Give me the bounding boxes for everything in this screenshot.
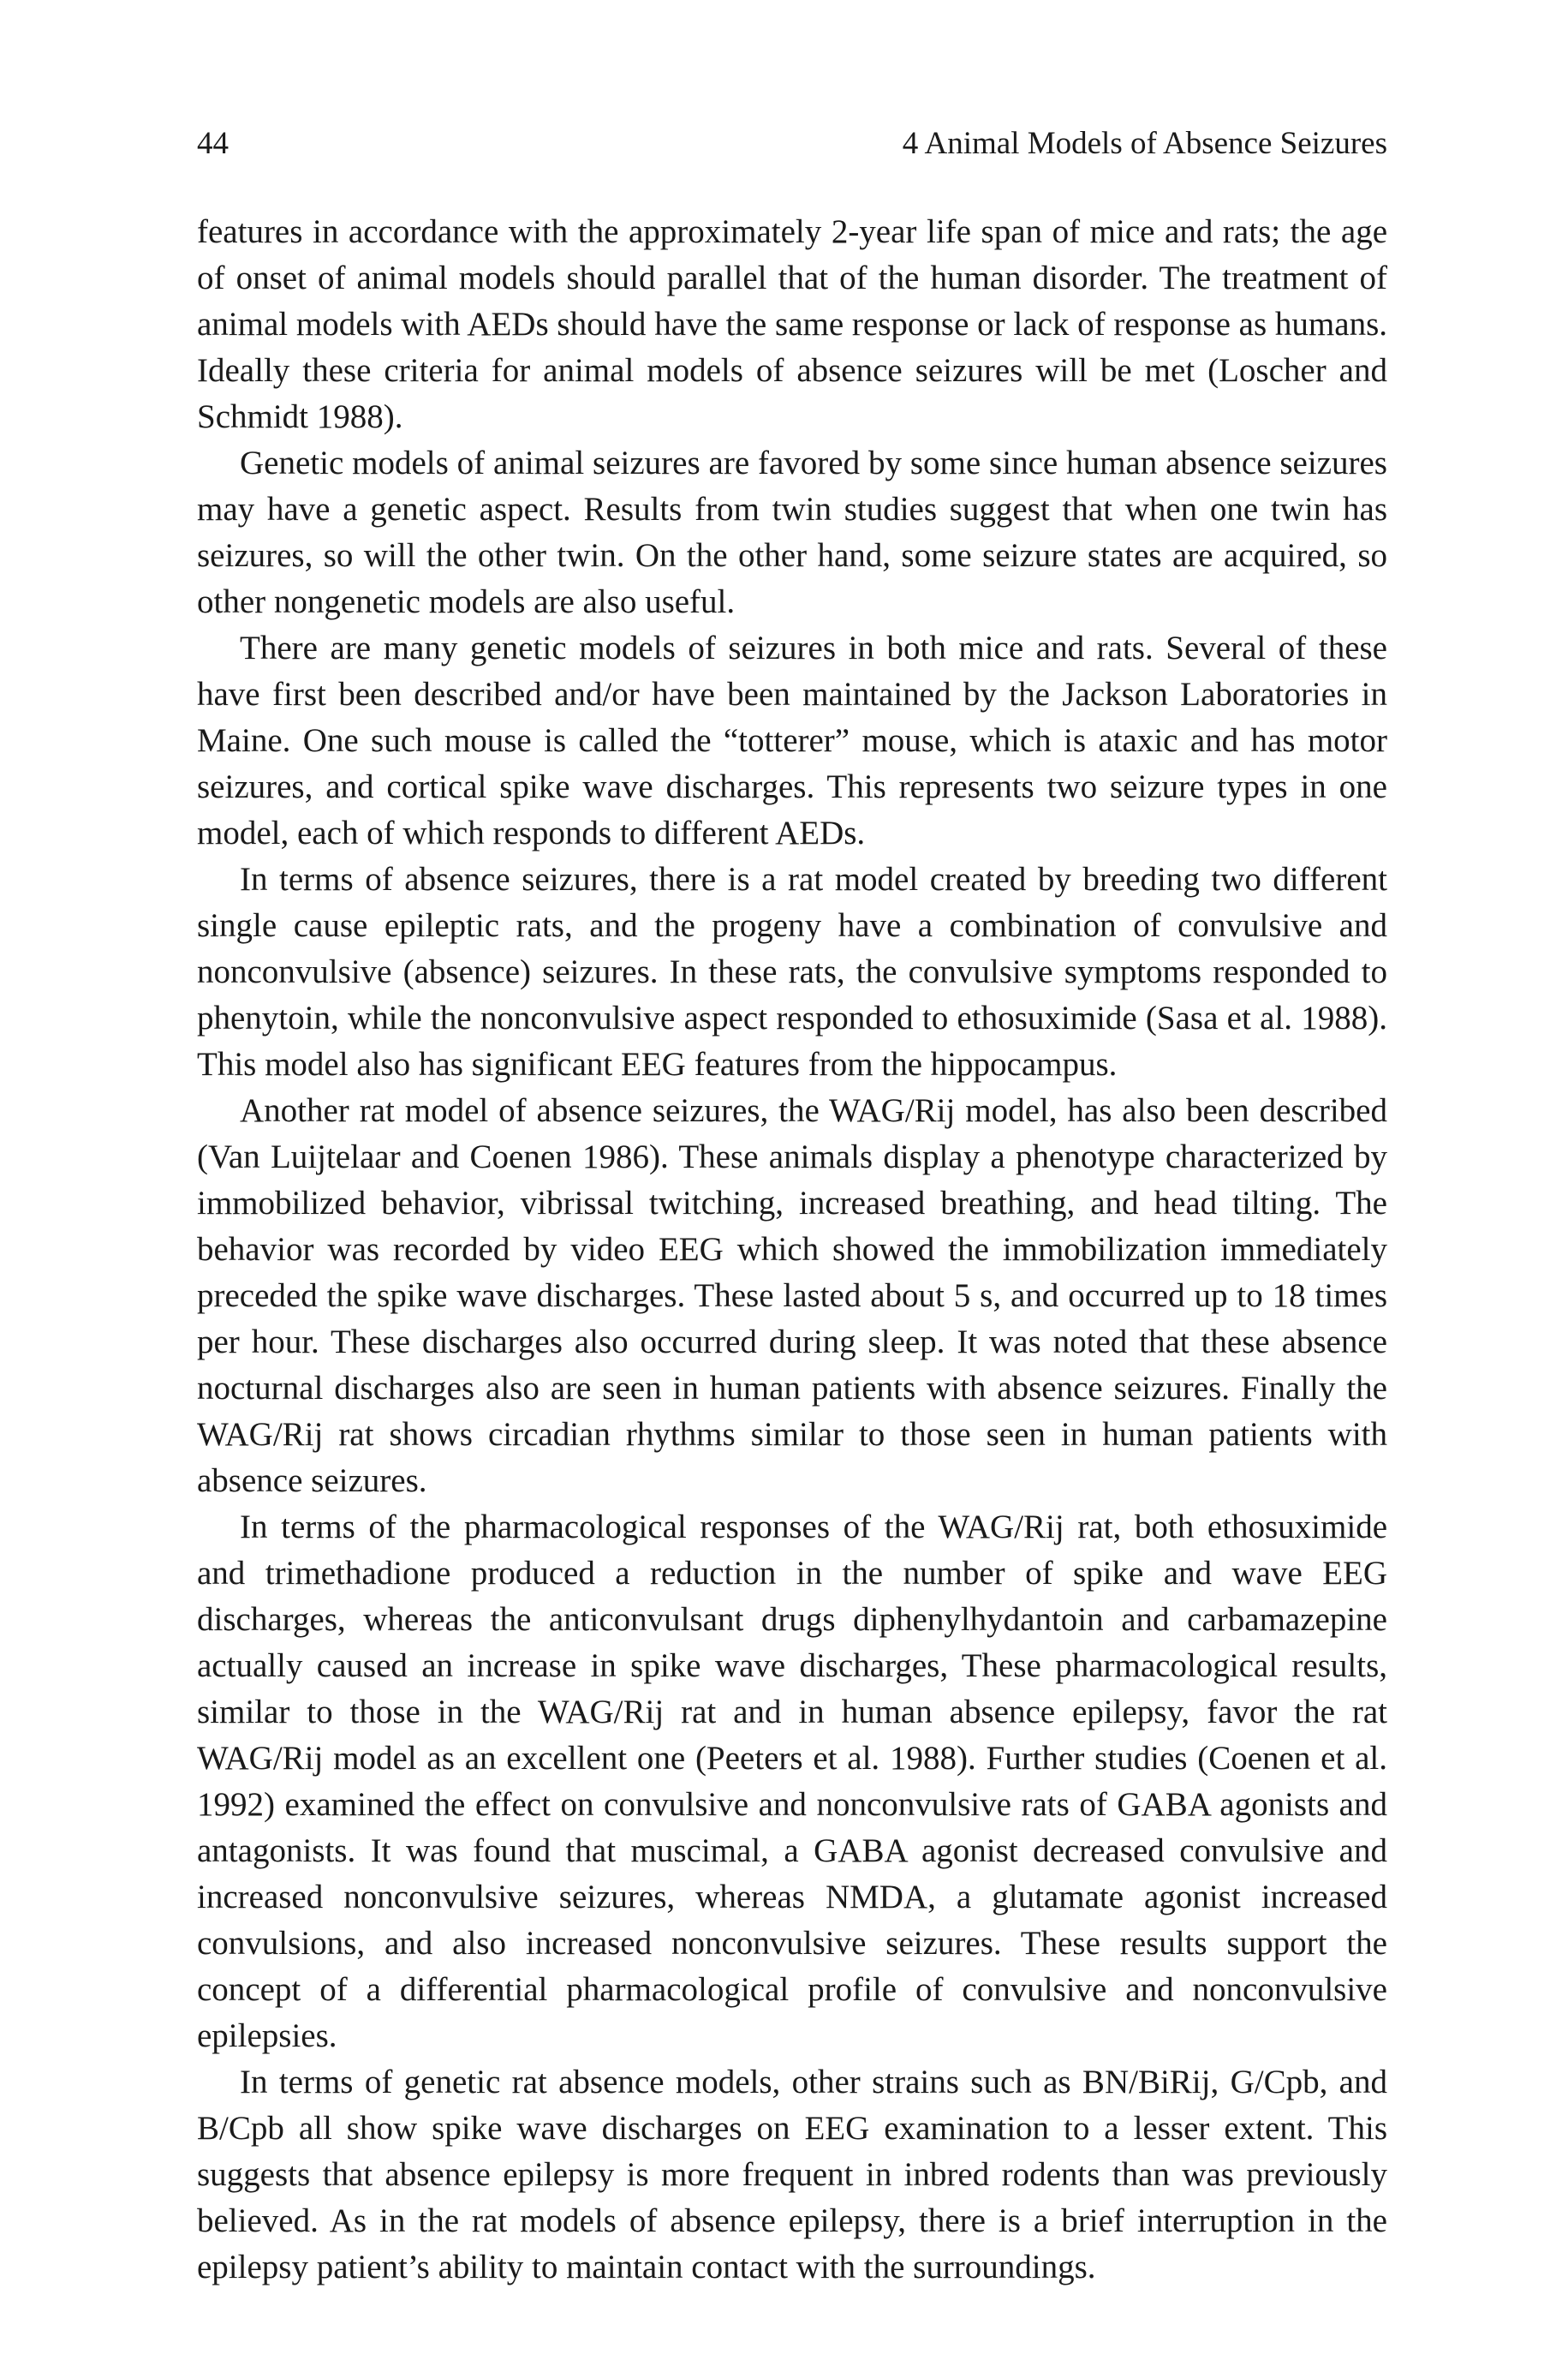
paragraph-other-strains: In terms of genetic rat absence models, other strains such as BN/BiRij, G/Cpb, and B/Cpb all show spike wave discharges on EEG examination to a lesser extent. This suggests that absence epilepsy is more frequent in inbred rodents than was previously believed. As in the rat models of absence epilepsy, there is a brief interruption in the epilepsy patient’s ability to maintain contact with the surroundings.: [197, 2064, 1387, 2285]
paragraph-pharmacological-responses: In terms of the pharmacological responses of the WAG/Rij rat, both ethosuximide and trimethadione produced a reduction in the number of spike and wave EEG discharges, whereas the anticonvulsant drugs diphenylhydantoin and carbamazepine actually caused an increase in spike wave discharges, These pharmacological results, similar to those in the WAG/Rij rat and in human absence epilepsy, favor the rat WAG/Rij model as an excellent one (Peeters et al. 1988). Further studies (Coenen et al. 1992) examined the effect on convulsive and nonconvulsive rats of GABA agonists and antagonists. It was found that muscimal, a GABA agonist decreased convulsive and increased nonconvulsive seizures, whereas NMDA, a glutamate agonist increased convulsions, and also increased nonconvulsive seizures. These results support the concept of a differential pharmacological profile of convulsive and nonconvulsive epilepsies.: [197, 1509, 1387, 2054]
running-header: [197, 123, 1387, 164]
chapter-title: 4 Animal Models of Absence Seizures: [902, 126, 1387, 161]
paragraph-wag-rij-model: Another rat model of absence seizures, the WAG/Rij model, has also been described (Van Luijtelaar and Coenen 1986). These animals display a phenotype characterized by immobilized behavior, vibrissal twitching, increased breathing, and head tilting. The behavior was recorded by video EEG which showed the immobilization immediately preceded the spike wave discharges. These lasted about 5 s, and occurred up to 18 times per hour. These discharges also occurred during sleep. It was noted that these absence nocturnal discharges also are seen in human patients with absence seizures. Finally the WAG/Rij rat shows circadian rhythms similar to those seen in human patients with absence seizures.: [197, 1092, 1387, 1499]
paragraph-criteria-continued: features in accordance with the approximately 2-year life span of mice and rats; the age of onset of animal models should parallel that of the human disorder. The treatment of animal models with AEDs should have the same response or lack of response as humans. Ideally these criteria for animal models of absence seizures will be met (Loscher and Schmidt 1988).: [197, 213, 1387, 435]
page-number: 44: [197, 126, 229, 161]
paragraph-genetic-models: Genetic models of animal seizures are favored by some since human absence seizures may have a genetic aspect. Results from twin studies suggest that when one twin has seizures, so will the other twin. On the other hand, some seizure states are acquired, so other nongenetic models are also useful.: [197, 445, 1387, 620]
paragraph-mice-and-rats: There are many genetic models of seizures in both mice and rats. Several of these have first been described and/or have been maintained by the Jackson Laboratories in Maine. One such mouse is called the “totterer” mouse, which is ataxic and has motor seizures, and cortical spike wave discharges. This represents two seizure types in one model, each of which responds to different AEDs.: [197, 630, 1387, 851]
paragraph-rat-model-breeding: In terms of absence seizures, there is a rat model created by breeding two different single cause epileptic rats, and the progeny have a combination of convulsive and nonconvulsive (absence) seizures. In these rats, the convulsive symptoms responded to phenytoin, while the nonconvulsive aspect responded to ethosuximide (Sasa et al. 1988). This model also has significant EEG features from the hippocampus.: [197, 861, 1387, 1083]
body-text: [197, 209, 1387, 2291]
